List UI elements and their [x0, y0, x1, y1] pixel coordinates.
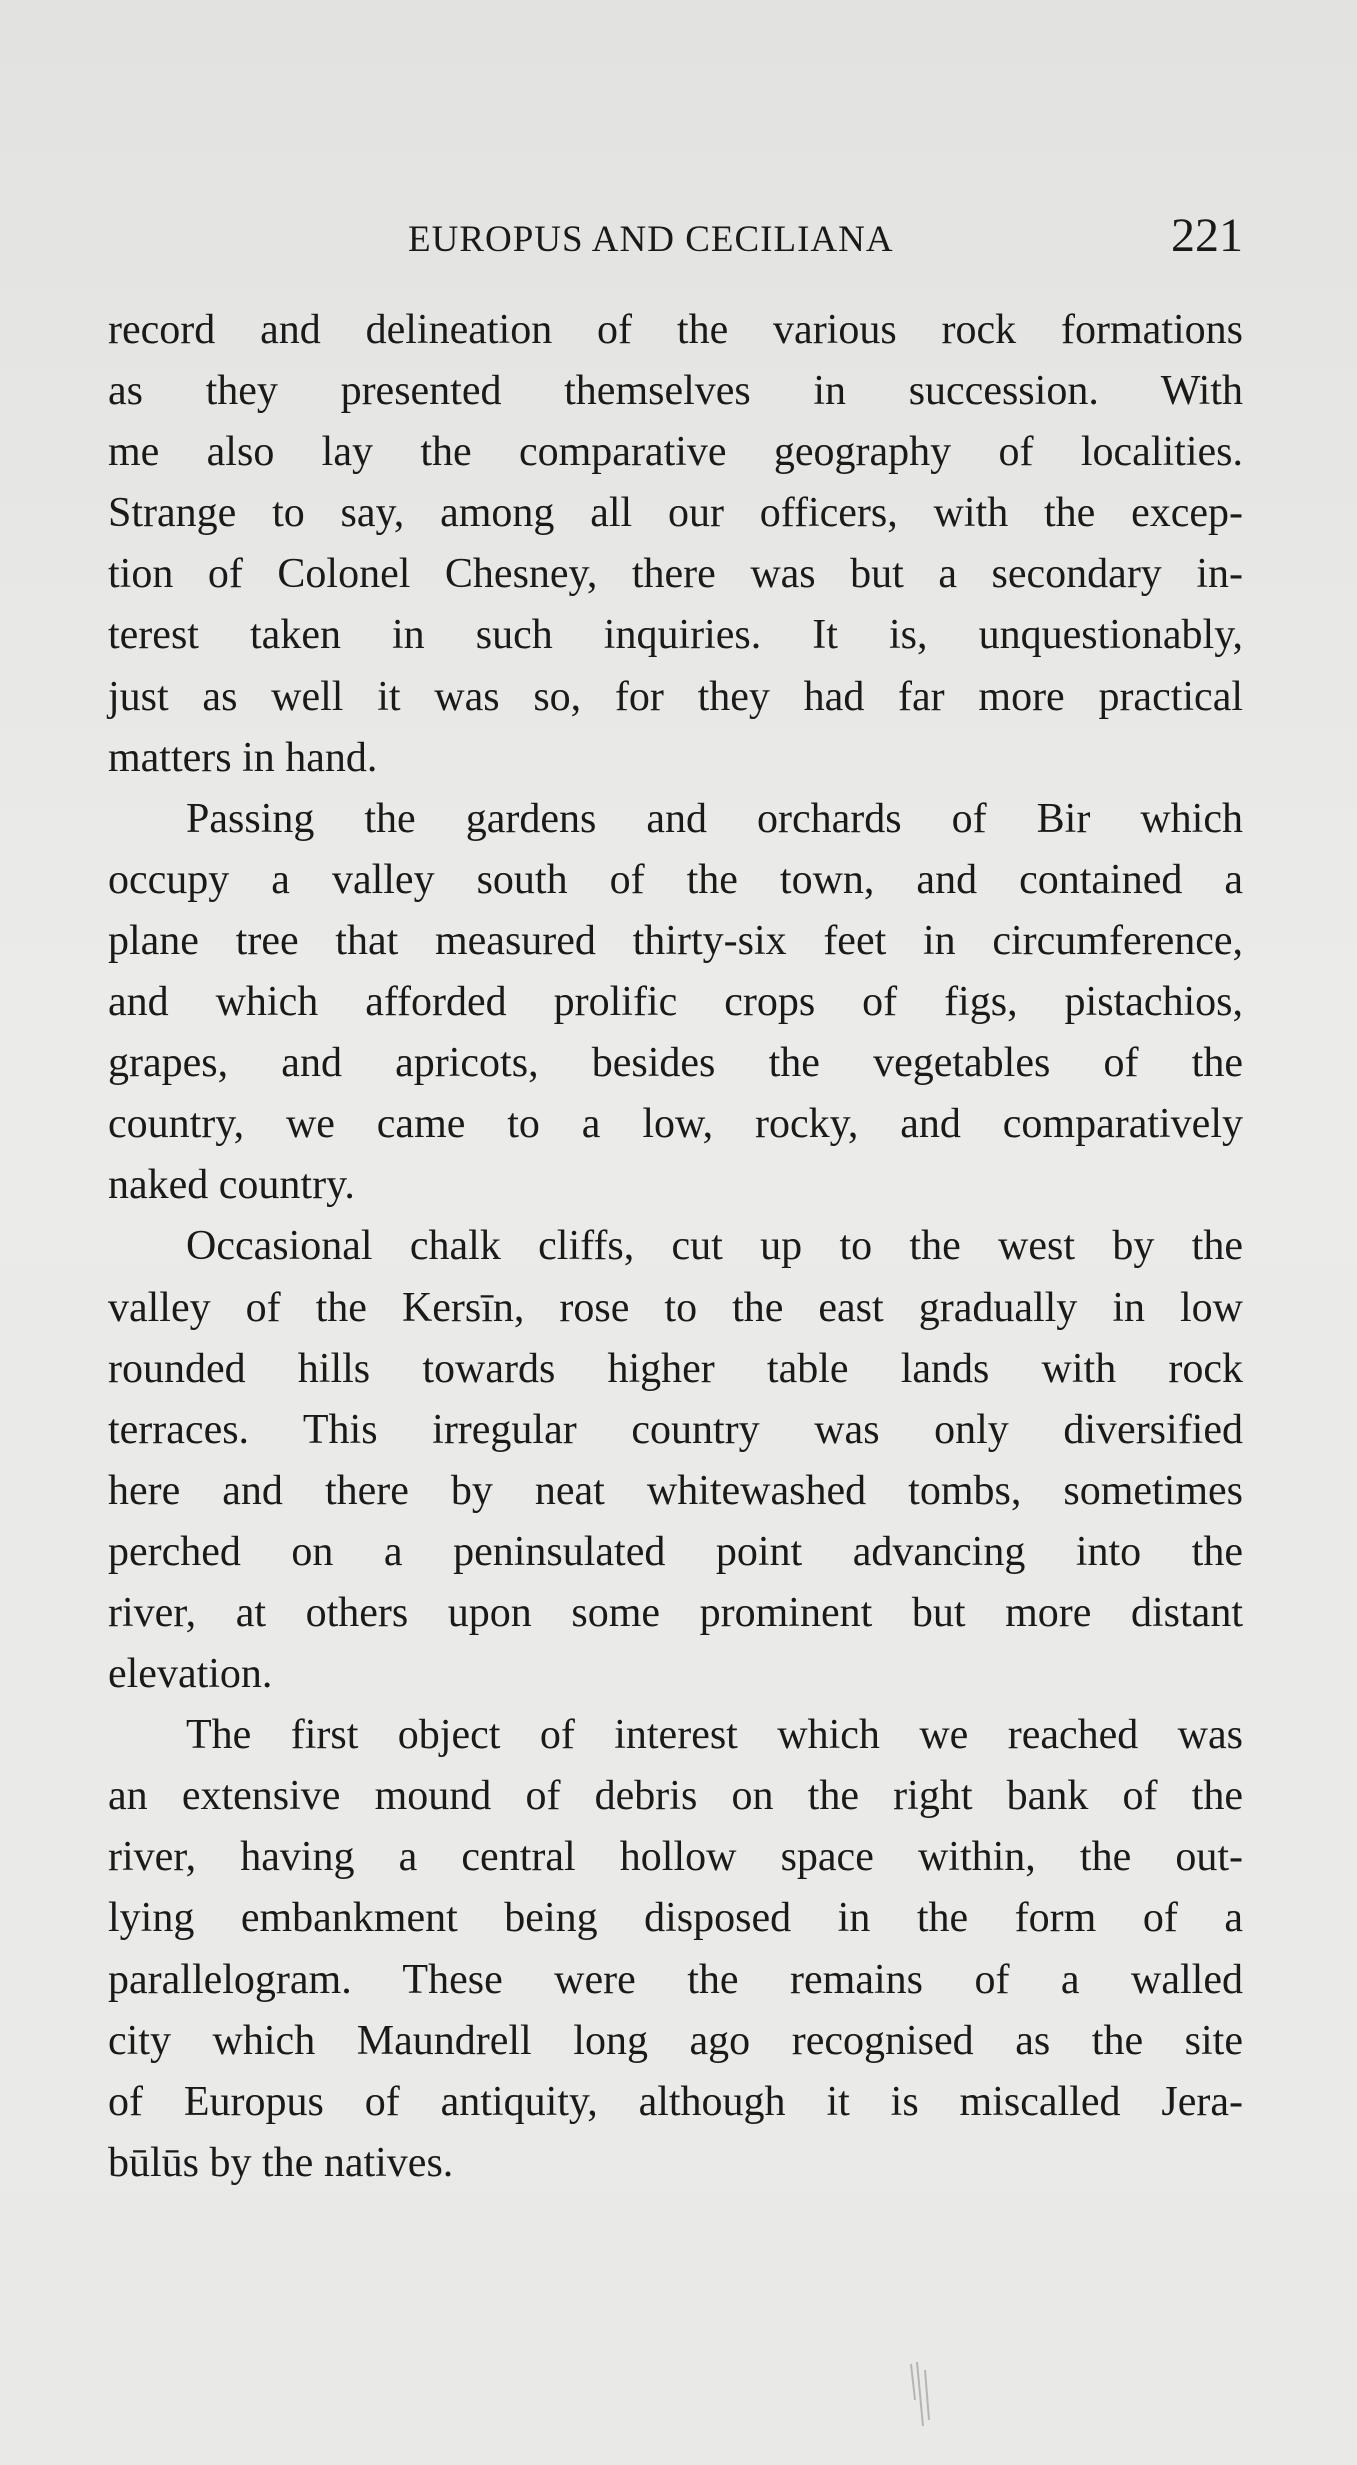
paragraph-1 [108, 300, 1243, 789]
text-line: elevation. [108, 1651, 273, 1698]
text-line: city which Maundrell long ago recognised as the site [108, 2017, 1243, 2064]
text-line: valley of the Kersīn, rose to the east gradually in low [108, 1284, 1243, 1331]
text-line: Strange to say, among all our officers, with the excep- [108, 490, 1243, 537]
text-line: just as well it was so, for they had far more practical [108, 673, 1243, 720]
text-line: an extensive mound of debris on the right bank of the [108, 1773, 1243, 1820]
running-title: EUROPUS AND CECILIANA [408, 219, 894, 260]
text-line: lying embankment being disposed in the form of a [108, 1895, 1243, 1942]
text-line: Occasional chalk cliffs, cut up to the west by the [186, 1223, 1243, 1270]
body-text [108, 300, 1243, 2194]
text-line: me also lay the comparative geography of localities. [108, 429, 1243, 476]
text-line: naked country. [108, 1162, 355, 1209]
paragraph-3 [108, 1216, 1243, 1705]
text-line: būlūs by the natives. [108, 2139, 454, 2186]
text-line: river, at others upon some prominent but more distant [108, 1589, 1243, 1636]
paragraph-4 [108, 1705, 1243, 2194]
text-line: as they presented themselves in succession. With [108, 368, 1243, 415]
text-line: Passing the gardens and orchards of Bir which [186, 795, 1243, 842]
text-line: grapes, and apricots, besides the vegetables of the [108, 1040, 1243, 1087]
text-line: tion of Colonel Chesney, there was but a secondary in- [108, 551, 1243, 598]
text-line: occupy a valley south of the town, and contained a [108, 856, 1243, 903]
text-line: of Europus of antiquity, although it is miscalled Jera- [108, 2078, 1243, 2125]
ink-smudge [905, 2360, 935, 2430]
text-line: terest taken in such inquiries. It is, unquestionably, [108, 612, 1243, 659]
paragraph-2 [108, 789, 1243, 1217]
text-line: matters in hand. [108, 734, 378, 781]
text-line: country, we came to a low, rocky, and comparatively [108, 1101, 1243, 1148]
text-line: The first object of interest which we reached was [186, 1712, 1243, 1759]
page-number: 221 [1171, 209, 1243, 262]
text-line: parallelogram. These were the remains of a walled [108, 1956, 1243, 2003]
text-line: rounded hills towards higher table lands with rock [108, 1345, 1243, 1392]
text-line: here and there by neat whitewashed tombs, sometimes [108, 1467, 1243, 1514]
text-line: terraces. This irregular country was only diversified [108, 1406, 1243, 1453]
text-line: record and delineation of the various rock formations [108, 307, 1243, 353]
text-line: perched on a peninsulated point advancing into the [108, 1528, 1243, 1575]
text-line: plane tree that measured thirty-six feet in circumference, [108, 917, 1243, 964]
text-line: river, having a central hollow space within, the out- [108, 1834, 1243, 1881]
text-line: and which afforded prolific crops of figs, pistachios, [108, 979, 1243, 1026]
running-head [108, 208, 1243, 268]
